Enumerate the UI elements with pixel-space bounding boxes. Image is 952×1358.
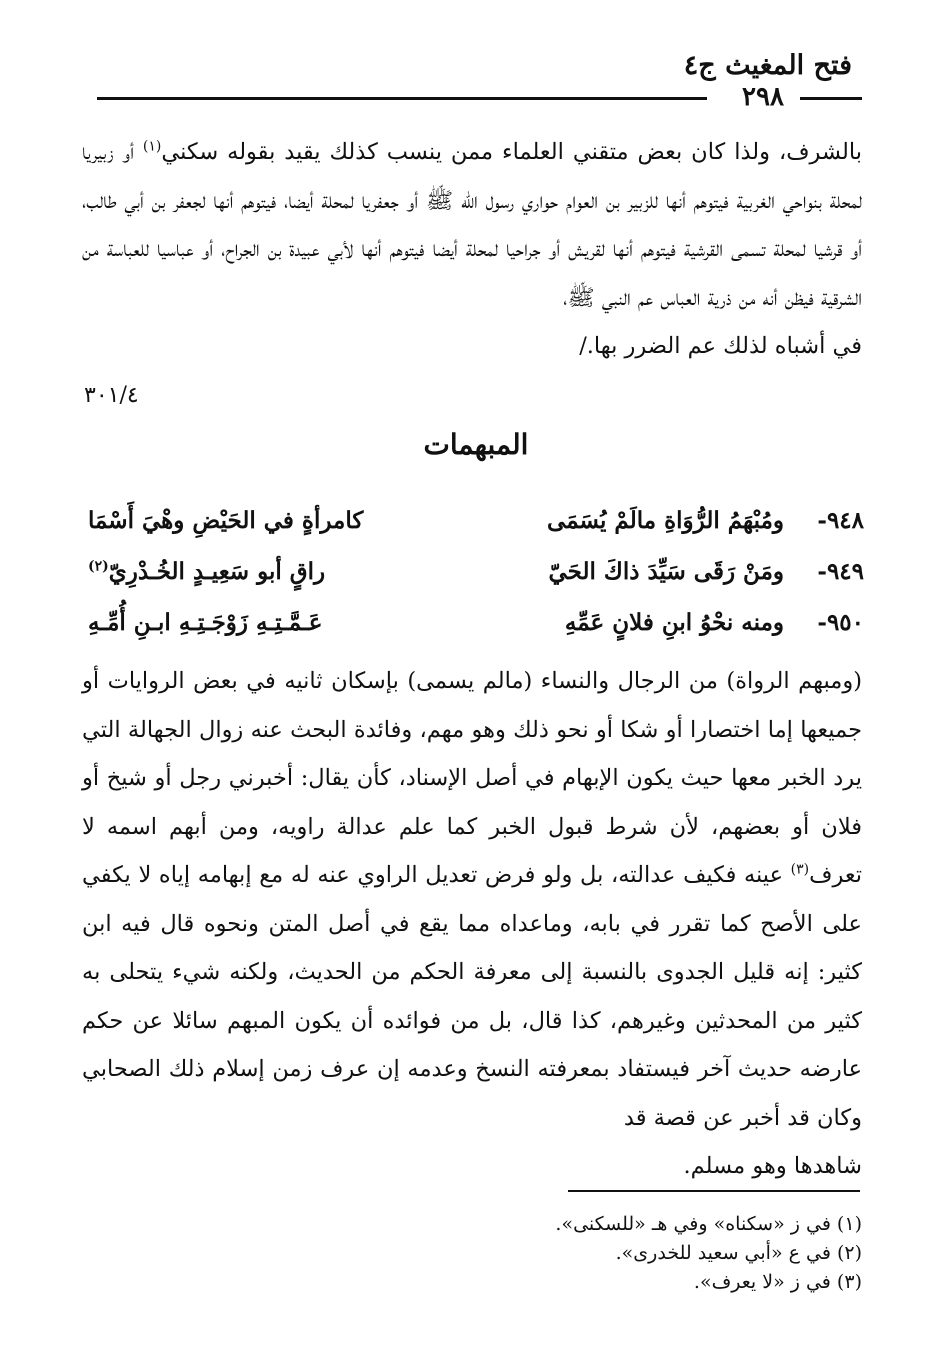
paragraph-2-last-line: شاهدها وهو مسلم. [683,1153,862,1179]
footnote-1: (١) في ز «سكناه» وفي هـ «للسكنى». [555,1213,862,1235]
verse-first-hemistich: ومَنْ رَقَى سَيِّدَ ذاكَ الحَيّ [548,558,784,585]
footnote-2: (٢) في ع «أبي سعيد للخدرى». [615,1242,862,1264]
verse-second-hemistich: راقٍ أبو سَعِيـدٍ الخُـدْرِيّ [108,558,326,585]
footnote-ref-2: (٢) [88,558,109,575]
verse-949 [88,547,864,597]
verse-948 [88,496,864,546]
footnote-ref-3: (٣) [790,861,810,878]
paragraph-2-text-b: عينه فكيف عدالته، بل ولو فرض تعديل الراوي عنه له مع إبهامه إياه لا يكفي على الأصح كما تقرر في بابه، وماعداه مما يقع في أصل المتن ونحوه قال فيه ابن كثير: إنه قليل الجدوى بالنسبة إلى معرفة الحكم من الحديث، ولكنه شيء يتحلى به كثير من المحدثين وغيرهم، كذا قال، بل من فوائده أن يكون المبهم سائلا عن حكم عارضه حديث آخر فيستفاد بمعرفته النسخ وعدمه إن عرف زمن إسلام ذلك الصحابي وكان قد أخبر عن قصة قد [82,862,862,1131]
verse-first-hemistich: ومُبْهَمُ الرُّوَاةِ مالَمْ يُسَمَى [547,507,784,534]
paragraph-1-text-b: أو زبيريا لمحلة بنواحي الغربية فيتوهم أنها للزبير بن العوام حواري رسول الله ﷺ أو جعفريا لمحلة أيضا، فيتوهم أنها لجعفر بن أبي طالب، أو قرشيا لمحلة تسمى القرشية فيتوهم أنها لقريش أو جراحيا لمحلة أيضا فيتوهم أنها لأبي عبيدة بن الجراح، أو عباسيا للعباسة من الشرقية فيظن أنه من ذرية العباس عم النبي ﷺ، [82,139,862,311]
verse-number: ٩٥٠- [817,609,864,636]
footnotes [362,1210,862,1297]
paragraph-2-text-a: (ومبهم الرواة) من الرجال والنساء (مالم يسمى) بإسكان ثانيه في بعض الروايات أو جميعها إما اختصارا أو شكا أو نحو ذلك وهو مهم، وفائدة البحث عنه زوال الجهالة التي يرد الخبر معها حيث يكون الإبهام في أصل الإسناد، كأن يقال: أخبرني رجل أو شيخ أو فلان أو بعضهم، لأن شرط قبول الخبر كما علم عدالة راويه، ومن أبهم اسمه لا تعرف [82,668,862,888]
paragraph-2 [82,657,862,1191]
footnote-ref-1: (١) [142,138,162,155]
verse-950 [88,598,864,648]
paragraph-1 [82,128,862,371]
header-rule-short [800,97,862,100]
paragraph-1-text-a: بالشرف، ولذا كان بعض متقني العلماء ممن ينسب كذلك يقيد بقوله سكني [161,139,862,165]
paragraph-1-last-line: في أشباه لذلك عم الضرر بها./ [579,333,862,359]
section-title: المبهمات [423,428,529,461]
verse-second-hemistich: عَـمَّـتِـهِ زَوْجَـتِـهِ ابـنِ أُمِّـهِ [88,609,323,636]
page-number: ٢٩٨ [742,82,784,112]
footnote-rule [568,1190,860,1192]
running-title: فتح المغيث ج٤ [683,50,852,81]
footnote-3: (٣) في ز «لا يعرف». [693,1271,862,1293]
verse-number: ٩٤٨- [817,507,864,534]
verse-second-hemistich-wrap [88,547,325,597]
verse-first-hemistich: ومنه نحْوُ ابنِ فلانٍ عَمِّهِ [564,609,784,636]
verse-second-hemistich: كامرأةٍ في الحَيْضِ وهْيَ أَسْمَا [88,507,364,534]
margin-note: ٣٠١/٤ [84,383,139,408]
header-rule [97,97,707,100]
verse-number: ٩٤٩- [817,558,864,585]
